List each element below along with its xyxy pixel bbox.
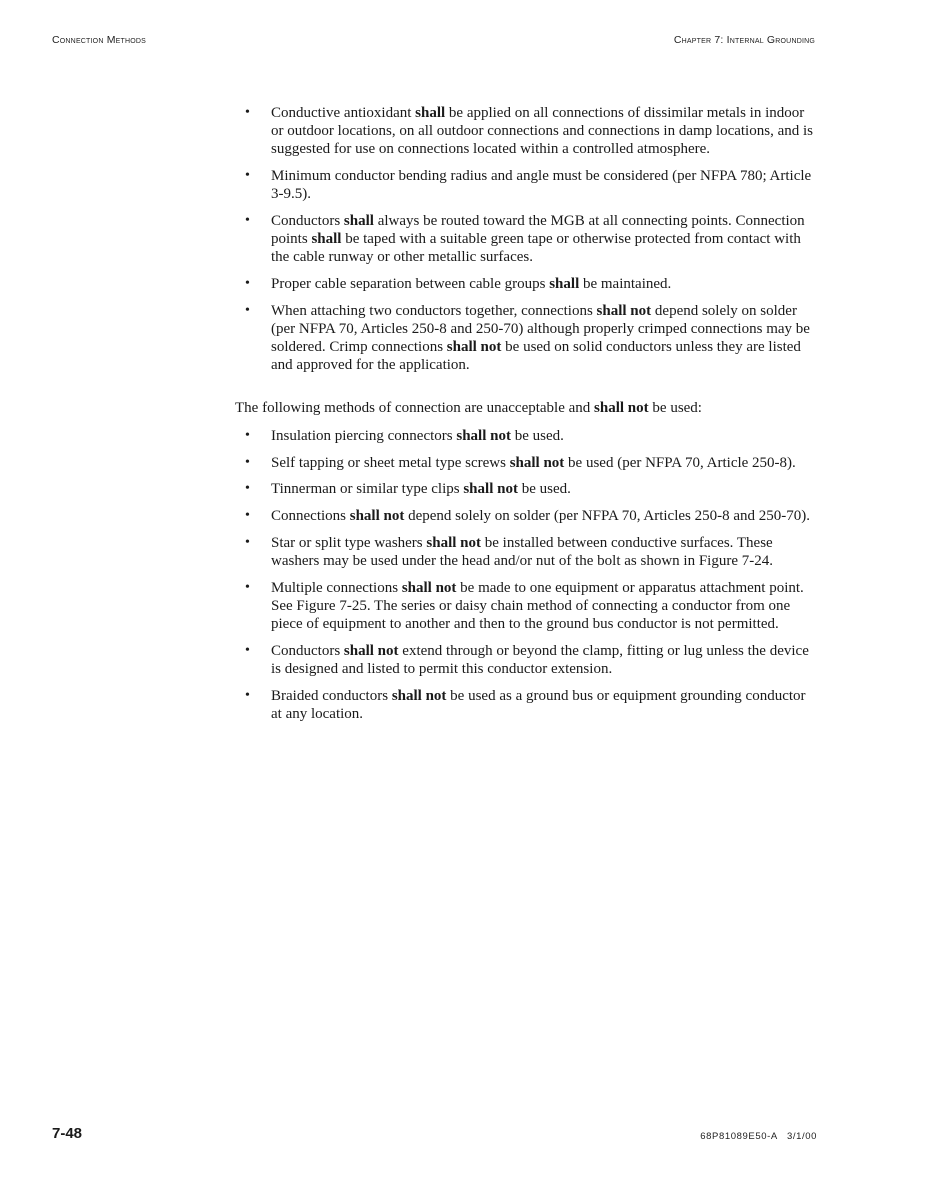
bullet-icon: • [245,427,250,443]
text-run: Conductors [271,642,344,659]
list-item [235,642,820,678]
text-run: Conductors [271,213,344,230]
text-run: Tinnerman or similar type clips [271,481,464,498]
list-item [235,507,820,525]
emphasis-text: shall not [426,534,481,551]
text-run: Proper cable separation between cable groups [271,276,550,293]
page-number: 7-48 [52,1125,83,1142]
text-run: Star or split type washers [271,534,427,551]
bullet-icon: • [245,579,250,595]
bullet-icon: • [245,534,250,550]
emphasis-text: shall not [594,399,649,416]
list-item [235,275,820,293]
body-content [235,104,820,731]
bullet-icon: • [245,302,250,318]
emphasis-text: shall not [596,302,652,319]
emphasis-text: shall not [401,579,457,596]
unacceptable-methods-list [235,427,820,723]
text-run: Insulation piercing connectors [271,427,457,444]
running-head-section: Connection Methods [52,34,147,46]
running-head-chapter: Chapter 7: Internal Grounding [673,34,815,46]
list-item [235,167,820,203]
text-run: be used (per NFPA 70, Article 250-8). [564,454,796,471]
text-run: be used on solid conductors unless they are listed and approved for the application. [271,339,801,374]
emphasis-text: shall [415,105,446,121]
emphasis-text: shall not [343,642,399,659]
text-run: When attaching two conductors together, connections [271,302,597,319]
list-item [235,687,820,723]
text-run: be made to one equipment or apparatus attachment point. See Figure 7-25. The series or daisy chain method of connecting a conductor from one piece of equipment to another and then to the ground bus conductor is not permitted. [271,579,804,632]
text-run: be used. [510,427,564,444]
document-id: 68P81089E50-A 3/1/00 [700,1131,817,1142]
list-item [235,212,820,267]
emphasis-text: shall not [349,507,405,524]
text-run: be used: [648,399,702,416]
text-run: The following methods of connection are unacceptable and [235,399,595,416]
list-item [235,454,820,472]
list-item [235,104,820,159]
emphasis-text: shall not [446,339,502,356]
text-run: depend solely on solder (per NFPA 70, Articles 250-8 and 250-70) although properly crimped connections may be soldered. Crimp connections [271,302,810,356]
emphasis-text: shall not [391,687,447,704]
text-run: Minimum conductor bending radius and angle must be considered (per NFPA 780; Article 3-9.5). [271,168,812,203]
text-run: extend through or beyond the clamp, fitting or lug unless the device is designed and listed to permit this conductor extension. [271,642,809,677]
emphasis-text: shall [549,276,580,293]
list-item [235,302,820,375]
emphasis-text: shall not [509,454,565,471]
text-run: Self tapping or sheet metal type screws [271,454,510,471]
bullet-icon: • [245,642,250,658]
unacceptable-methods-intro [235,399,820,417]
text-run: be used. [517,481,571,498]
text-run: be installed between conductive surfaces. These washers may be used under the head and/or nut of the bolt as shown in Figure 7-24. [271,534,773,569]
emphasis-text: shall not [456,427,511,444]
text-run: be used as a ground bus or equipment grounding conductor at any location. [271,687,806,722]
bullet-icon: • [245,105,250,120]
emphasis-text: shall [311,231,342,248]
emphasis-text: shall [343,213,374,230]
list-item [235,579,820,634]
emphasis-text: shall not [463,481,518,498]
bullet-icon: • [245,454,250,470]
bullet-icon: • [245,168,250,184]
bullet-icon: • [245,507,250,523]
text-run: be applied on all connections of dissimilar metals in indoor or outdoor locations, on all outdoor connections and connections in damp locations, and is suggested for use on connections located within a controlled atmosphere. [271,105,813,158]
bullet-icon: • [245,481,250,497]
text-run: Multiple connections [271,579,402,596]
bullet-icon: • [245,213,250,229]
text-run: Connections [271,507,350,524]
text-run: Braided conductors [271,687,392,704]
text-run: be taped with a suitable green tape or otherwise protected from contact with the cable runway or other metallic surfaces. [271,231,801,266]
list-item [235,427,820,445]
connection-requirements-list [235,104,820,375]
list-item [235,534,820,570]
list-item [235,480,820,498]
text-run: be maintained. [579,276,672,293]
bullet-icon: • [245,276,250,292]
bullet-icon: • [245,687,250,703]
text-run: Conductive antioxidant [271,105,416,121]
text-run: always be routed toward the MGB at all connecting points. Connection points [271,213,805,248]
text-run: depend solely on solder (per NFPA 70, Articles 250-8 and 250-70). [404,507,811,524]
